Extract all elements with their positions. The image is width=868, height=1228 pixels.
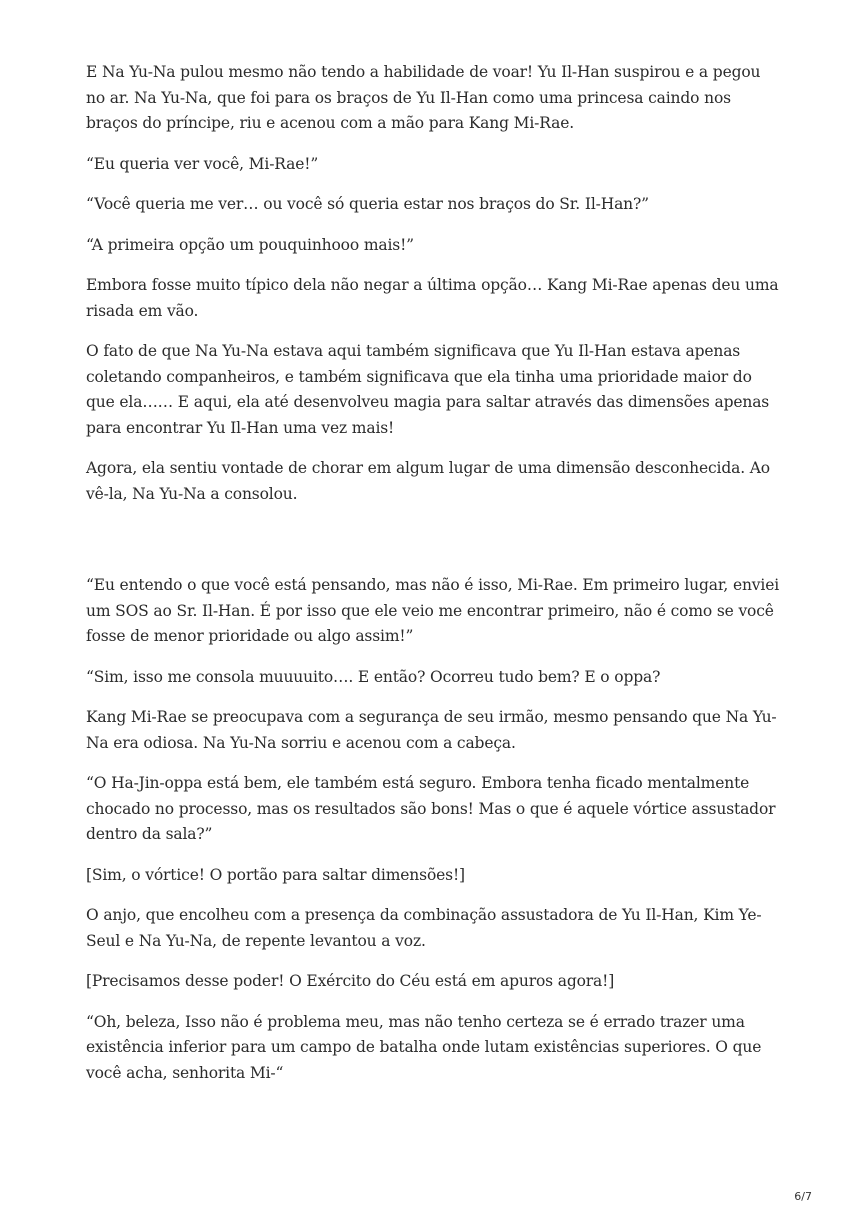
paragraph-6: O fato de que Na Yu-Na estava aqui também significava que Yu Il-Han estava apenas coletando companheiros, e também significava que ela tinha uma prioridade maior do que ela…… E aqui, ela até desenvolveu magia para saltar através das dimensões apenas para encontrar Yu Il-Han uma vez mais! xyxy=(86,342,770,437)
paragraph-14: [Precisamos desse poder! O Exército do Céu está em apuros agora!] xyxy=(86,972,615,990)
paragraph-9: “Sim, isso me consola muuuuito…. E então? Ocorreu tudo bem? E o oppa? xyxy=(86,667,661,686)
paragraph-3: “Você queria me ver… ou você só queria estar nos braços do Sr. Il-Han?” xyxy=(86,195,649,213)
paragraph-10: Kang Mi-Rae se preocupava com a segurança de seu irmão, mesmo pensando que Na Yu-Na era odiosa. Na Yu-Na sorriu e acenou com a cabeça. xyxy=(86,708,777,752)
paragraph-13: O anjo, que encolheu com a presença da combinação assustadora de Yu Il-Han, Kim Ye-Seul e Na Yu-Na, de repente levantou a voz. xyxy=(86,906,762,950)
paragraph-2: “Eu queria ver você, Mi-Rae!” xyxy=(86,154,319,173)
paragraph-5: Embora fosse muito típico dela não negar a última opção… Kang Mi-Rae apenas deu uma risada em vão. xyxy=(86,276,779,320)
document-body xyxy=(86,60,781,1086)
paragraph-11: “O Ha-Jin-oppa está bem, ele também está seguro. Embora tenha ficado mentalmente chocado no processo, mas os resultados são bons! Mas o que é aquele vórtice assustador dentro da sala?” xyxy=(86,774,776,843)
paragraph-1: E Na Yu-Na pulou mesmo não tendo a habilidade de voar! Yu Il-Han suspirou e a pegou no ar. Na Yu-Na, que foi para os braços de Yu Il-Han como uma princesa caindo nos braços do príncipe, riu e acenou com a mão para Kang Mi-Rae. xyxy=(86,63,761,132)
page-number: 6/7 xyxy=(794,1190,812,1203)
paragraph-15: “Oh, beleza, Isso não é problema meu, mas não tenho certeza se é errado trazer uma existência inferior para um campo de batalha onde lutam existências superiores. O que você acha, senhorita Mi-“ xyxy=(86,1012,762,1082)
paragraph-8: “Eu entendo o que você está pensando, mas não é isso, Mi-Rae. Em primeiro lugar, enviei um SOS ao Sr. Il-Han. É por isso que ele veio me encontrar primeiro, não é como se você fosse de menor prioridade ou algo assim!” xyxy=(86,576,780,645)
paragraph-4: “A primeira opção um pouquinhooo mais!” xyxy=(86,235,414,254)
paragraph-7: Agora, ela sentiu vontade de chorar em algum lugar de uma dimensão desconhecida. Ao vê-la, Na Yu-Na a consolou. xyxy=(86,459,770,503)
paragraph-12: [Sim, o vórtice! O portão para saltar dimensões!] xyxy=(86,865,465,884)
